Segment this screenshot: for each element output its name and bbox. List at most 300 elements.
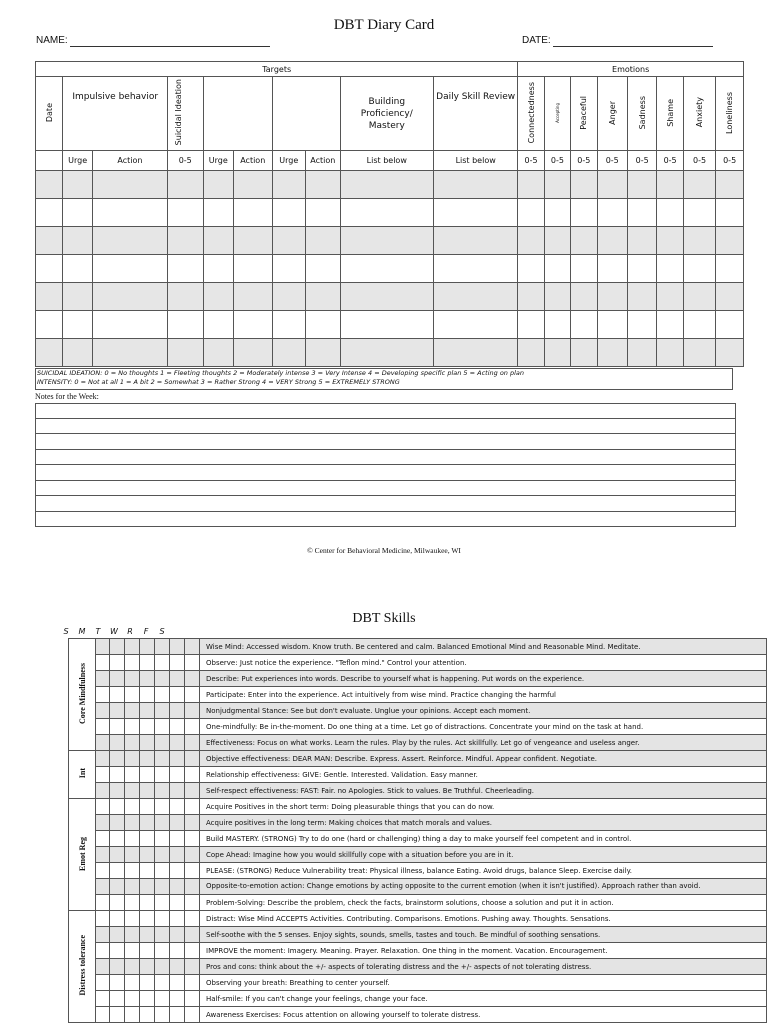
skill-day-checkbox[interactable]	[140, 1007, 155, 1023]
diary-entry-cell[interactable]	[272, 255, 306, 283]
diary-entry-cell[interactable]	[167, 283, 203, 311]
skill-day-checkbox[interactable]	[110, 735, 125, 751]
diary-entry-cell[interactable]	[518, 339, 544, 367]
skill-day-checkbox[interactable]	[170, 687, 185, 703]
diary-entry-cell[interactable]	[433, 255, 517, 283]
skill-day-checkbox[interactable]	[96, 687, 110, 703]
skill-day-checkbox[interactable]	[185, 719, 200, 735]
skill-day-checkbox[interactable]	[170, 911, 185, 927]
diary-entry-cell[interactable]	[518, 283, 544, 311]
skill-day-checkbox[interactable]	[185, 655, 200, 671]
diary-entry-cell[interactable]	[203, 311, 233, 339]
skill-day-checkbox[interactable]	[140, 831, 155, 847]
diary-entry-cell[interactable]	[92, 227, 167, 255]
diary-entry-cell[interactable]	[627, 311, 656, 339]
skill-day-checkbox[interactable]	[170, 959, 185, 975]
diary-entry-cell[interactable]	[657, 311, 683, 339]
notes-line[interactable]	[35, 481, 736, 497]
skill-day-checkbox[interactable]	[155, 735, 170, 751]
skill-day-checkbox[interactable]	[140, 975, 155, 991]
skill-day-checkbox[interactable]	[185, 879, 200, 895]
diary-entry-cell[interactable]	[63, 255, 92, 283]
skill-day-checkbox[interactable]	[110, 687, 125, 703]
skill-day-checkbox[interactable]	[155, 847, 170, 863]
diary-entry-cell[interactable]	[657, 199, 683, 227]
skill-day-checkbox[interactable]	[96, 991, 110, 1007]
skill-day-checkbox[interactable]	[125, 911, 140, 927]
skill-day-checkbox[interactable]	[96, 655, 110, 671]
skill-day-checkbox[interactable]	[185, 671, 200, 687]
diary-entry-cell[interactable]	[233, 255, 272, 283]
diary-entry-cell[interactable]	[340, 227, 433, 255]
skill-day-checkbox[interactable]	[140, 911, 155, 927]
skill-day-checkbox[interactable]	[170, 751, 185, 767]
skill-day-checkbox[interactable]	[155, 815, 170, 831]
skill-day-checkbox[interactable]	[170, 847, 185, 863]
skill-day-checkbox[interactable]	[140, 719, 155, 735]
diary-entry-cell[interactable]	[597, 199, 627, 227]
diary-entry-cell[interactable]	[272, 339, 306, 367]
skill-day-checkbox[interactable]	[110, 863, 125, 879]
diary-entry-cell[interactable]	[306, 227, 341, 255]
skill-day-checkbox[interactable]	[140, 815, 155, 831]
diary-entry-cell[interactable]	[518, 199, 544, 227]
skill-day-checkbox[interactable]	[185, 847, 200, 863]
diary-entry-cell[interactable]	[340, 199, 433, 227]
skill-day-checkbox[interactable]	[140, 959, 155, 975]
skill-day-checkbox[interactable]	[185, 911, 200, 927]
skill-day-checkbox[interactable]	[125, 815, 140, 831]
diary-entry-cell[interactable]	[306, 283, 341, 311]
diary-entry-cell[interactable]	[63, 171, 92, 199]
diary-entry-cell[interactable]	[340, 311, 433, 339]
skill-day-checkbox[interactable]	[185, 735, 200, 751]
skill-day-checkbox[interactable]	[96, 927, 110, 943]
diary-entry-cell[interactable]	[36, 283, 63, 311]
diary-entry-cell[interactable]	[627, 255, 656, 283]
skill-day-checkbox[interactable]	[125, 655, 140, 671]
notes-line[interactable]	[35, 450, 736, 466]
skill-day-checkbox[interactable]	[170, 671, 185, 687]
skill-day-checkbox[interactable]	[110, 911, 125, 927]
diary-entry-cell[interactable]	[518, 311, 544, 339]
skill-day-checkbox[interactable]	[96, 847, 110, 863]
diary-entry-cell[interactable]	[36, 171, 63, 199]
skill-day-checkbox[interactable]	[110, 703, 125, 719]
skill-day-checkbox[interactable]	[185, 975, 200, 991]
skill-day-checkbox[interactable]	[170, 783, 185, 799]
diary-entry-cell[interactable]	[716, 171, 744, 199]
skill-day-checkbox[interactable]	[140, 767, 155, 783]
skill-day-checkbox[interactable]	[96, 943, 110, 959]
diary-entry-cell[interactable]	[571, 339, 597, 367]
diary-entry-cell[interactable]	[571, 255, 597, 283]
skill-day-checkbox[interactable]	[185, 863, 200, 879]
skill-day-checkbox[interactable]	[125, 671, 140, 687]
diary-entry-cell[interactable]	[92, 199, 167, 227]
skill-day-checkbox[interactable]	[170, 831, 185, 847]
skill-day-checkbox[interactable]	[125, 687, 140, 703]
skill-day-checkbox[interactable]	[125, 831, 140, 847]
diary-entry-cell[interactable]	[544, 255, 570, 283]
skill-day-checkbox[interactable]	[96, 815, 110, 831]
diary-entry-cell[interactable]	[306, 199, 341, 227]
diary-entry-cell[interactable]	[433, 171, 517, 199]
skill-day-checkbox[interactable]	[185, 783, 200, 799]
diary-entry-cell[interactable]	[36, 199, 63, 227]
skill-day-checkbox[interactable]	[170, 895, 185, 911]
skill-day-checkbox[interactable]	[110, 815, 125, 831]
diary-entry-cell[interactable]	[306, 311, 341, 339]
skill-day-checkbox[interactable]	[170, 799, 185, 815]
skill-day-checkbox[interactable]	[110, 831, 125, 847]
skill-day-checkbox[interactable]	[185, 639, 200, 655]
skill-day-checkbox[interactable]	[110, 959, 125, 975]
diary-entry-cell[interactable]	[203, 199, 233, 227]
diary-entry-cell[interactable]	[306, 171, 341, 199]
diary-entry-cell[interactable]	[716, 311, 744, 339]
skill-day-checkbox[interactable]	[140, 991, 155, 1007]
skill-day-checkbox[interactable]	[110, 767, 125, 783]
diary-entry-cell[interactable]	[571, 227, 597, 255]
skill-day-checkbox[interactable]	[96, 959, 110, 975]
skill-day-checkbox[interactable]	[170, 719, 185, 735]
diary-entry-cell[interactable]	[627, 227, 656, 255]
skill-day-checkbox[interactable]	[155, 799, 170, 815]
diary-entry-cell[interactable]	[657, 227, 683, 255]
skill-day-checkbox[interactable]	[155, 751, 170, 767]
skill-day-checkbox[interactable]	[110, 1007, 125, 1023]
diary-entry-cell[interactable]	[544, 171, 570, 199]
diary-entry-cell[interactable]	[36, 255, 63, 283]
skill-day-checkbox[interactable]	[96, 831, 110, 847]
skill-day-checkbox[interactable]	[140, 655, 155, 671]
skill-day-checkbox[interactable]	[110, 927, 125, 943]
skill-day-checkbox[interactable]	[140, 799, 155, 815]
skill-day-checkbox[interactable]	[125, 1007, 140, 1023]
diary-entry-cell[interactable]	[36, 227, 63, 255]
notes-line[interactable]	[35, 465, 736, 481]
skill-day-checkbox[interactable]	[125, 799, 140, 815]
skill-day-checkbox[interactable]	[125, 991, 140, 1007]
skill-day-checkbox[interactable]	[110, 943, 125, 959]
skill-day-checkbox[interactable]	[170, 655, 185, 671]
diary-entry-cell[interactable]	[597, 227, 627, 255]
diary-entry-cell[interactable]	[340, 255, 433, 283]
skill-day-checkbox[interactable]	[170, 943, 185, 959]
skill-day-checkbox[interactable]	[125, 735, 140, 751]
diary-entry-cell[interactable]	[683, 311, 715, 339]
diary-entry-cell[interactable]	[340, 339, 433, 367]
notes-line[interactable]	[35, 496, 736, 512]
skill-day-checkbox[interactable]	[125, 895, 140, 911]
skill-day-checkbox[interactable]	[155, 943, 170, 959]
skill-day-checkbox[interactable]	[170, 735, 185, 751]
skill-day-checkbox[interactable]	[170, 863, 185, 879]
skill-day-checkbox[interactable]	[155, 959, 170, 975]
diary-entry-cell[interactable]	[571, 283, 597, 311]
skill-day-checkbox[interactable]	[155, 767, 170, 783]
skill-day-checkbox[interactable]	[110, 895, 125, 911]
skill-day-checkbox[interactable]	[96, 751, 110, 767]
diary-entry-cell[interactable]	[233, 199, 272, 227]
diary-entry-cell[interactable]	[716, 255, 744, 283]
diary-entry-cell[interactable]	[597, 283, 627, 311]
diary-entry-cell[interactable]	[36, 339, 63, 367]
skill-day-checkbox[interactable]	[155, 879, 170, 895]
diary-entry-cell[interactable]	[544, 199, 570, 227]
skill-day-checkbox[interactable]	[140, 639, 155, 655]
diary-entry-cell[interactable]	[92, 171, 167, 199]
diary-entry-cell[interactable]	[657, 255, 683, 283]
diary-entry-cell[interactable]	[433, 339, 517, 367]
diary-entry-cell[interactable]	[683, 255, 715, 283]
diary-entry-cell[interactable]	[92, 339, 167, 367]
name-field[interactable]	[70, 46, 270, 47]
skill-day-checkbox[interactable]	[185, 751, 200, 767]
skill-day-checkbox[interactable]	[170, 639, 185, 655]
diary-entry-cell[interactable]	[63, 339, 92, 367]
skill-day-checkbox[interactable]	[140, 671, 155, 687]
skill-day-checkbox[interactable]	[110, 783, 125, 799]
diary-entry-cell[interactable]	[233, 311, 272, 339]
diary-entry-cell[interactable]	[63, 311, 92, 339]
skill-day-checkbox[interactable]	[170, 975, 185, 991]
skill-day-checkbox[interactable]	[125, 847, 140, 863]
skill-day-checkbox[interactable]	[125, 703, 140, 719]
skill-day-checkbox[interactable]	[110, 847, 125, 863]
diary-entry-cell[interactable]	[92, 283, 167, 311]
skill-day-checkbox[interactable]	[125, 719, 140, 735]
notes-line[interactable]	[35, 512, 736, 528]
diary-entry-cell[interactable]	[92, 255, 167, 283]
diary-entry-cell[interactable]	[36, 311, 63, 339]
notes-line[interactable]	[35, 403, 736, 419]
skill-day-checkbox[interactable]	[155, 991, 170, 1007]
skill-day-checkbox[interactable]	[155, 831, 170, 847]
notes-area[interactable]	[35, 403, 736, 527]
diary-entry-cell[interactable]	[627, 339, 656, 367]
diary-entry-cell[interactable]	[433, 199, 517, 227]
skill-day-checkbox[interactable]	[140, 927, 155, 943]
skill-day-checkbox[interactable]	[140, 687, 155, 703]
skill-day-checkbox[interactable]	[140, 863, 155, 879]
skill-day-checkbox[interactable]	[110, 639, 125, 655]
diary-entry-cell[interactable]	[167, 227, 203, 255]
diary-entry-cell[interactable]	[167, 199, 203, 227]
skill-day-checkbox[interactable]	[140, 735, 155, 751]
diary-entry-cell[interactable]	[433, 227, 517, 255]
diary-entry-cell[interactable]	[544, 311, 570, 339]
skill-day-checkbox[interactable]	[185, 1007, 200, 1023]
diary-entry-cell[interactable]	[597, 339, 627, 367]
skill-day-checkbox[interactable]	[155, 655, 170, 671]
skill-day-checkbox[interactable]	[110, 799, 125, 815]
diary-entry-cell[interactable]	[518, 171, 544, 199]
diary-entry-cell[interactable]	[203, 283, 233, 311]
skill-day-checkbox[interactable]	[155, 703, 170, 719]
skill-day-checkbox[interactable]	[140, 943, 155, 959]
skill-day-checkbox[interactable]	[185, 703, 200, 719]
diary-entry-cell[interactable]	[340, 171, 433, 199]
skill-day-checkbox[interactable]	[185, 831, 200, 847]
skill-day-checkbox[interactable]	[110, 671, 125, 687]
diary-entry-cell[interactable]	[272, 227, 306, 255]
diary-entry-cell[interactable]	[627, 199, 656, 227]
diary-entry-cell[interactable]	[683, 283, 715, 311]
skill-day-checkbox[interactable]	[110, 991, 125, 1007]
skill-day-checkbox[interactable]	[170, 991, 185, 1007]
diary-entry-cell[interactable]	[571, 311, 597, 339]
skill-day-checkbox[interactable]	[155, 1007, 170, 1023]
diary-entry-cell[interactable]	[683, 199, 715, 227]
diary-entry-cell[interactable]	[716, 339, 744, 367]
skill-day-checkbox[interactable]	[170, 815, 185, 831]
skill-day-checkbox[interactable]	[185, 767, 200, 783]
diary-entry-cell[interactable]	[167, 339, 203, 367]
diary-entry-cell[interactable]	[597, 311, 627, 339]
skill-day-checkbox[interactable]	[170, 927, 185, 943]
skill-day-checkbox[interactable]	[96, 735, 110, 751]
diary-entry-cell[interactable]	[716, 227, 744, 255]
diary-entry-cell[interactable]	[167, 255, 203, 283]
skill-day-checkbox[interactable]	[125, 783, 140, 799]
diary-entry-cell[interactable]	[683, 339, 715, 367]
diary-entry-cell[interactable]	[203, 339, 233, 367]
skill-day-checkbox[interactable]	[96, 863, 110, 879]
skill-day-checkbox[interactable]	[140, 879, 155, 895]
diary-entry-cell[interactable]	[63, 227, 92, 255]
skill-day-checkbox[interactable]	[96, 671, 110, 687]
skill-day-checkbox[interactable]	[185, 895, 200, 911]
diary-entry-cell[interactable]	[716, 283, 744, 311]
diary-entry-cell[interactable]	[203, 171, 233, 199]
skill-day-checkbox[interactable]	[96, 799, 110, 815]
skill-day-checkbox[interactable]	[110, 879, 125, 895]
diary-entry-cell[interactable]	[203, 255, 233, 283]
skill-day-checkbox[interactable]	[96, 975, 110, 991]
diary-entry-cell[interactable]	[203, 227, 233, 255]
diary-entry-cell[interactable]	[340, 283, 433, 311]
skill-day-checkbox[interactable]	[155, 719, 170, 735]
diary-entry-cell[interactable]	[683, 171, 715, 199]
diary-entry-cell[interactable]	[518, 255, 544, 283]
diary-entry-cell[interactable]	[167, 311, 203, 339]
diary-entry-cell[interactable]	[233, 339, 272, 367]
diary-entry-cell[interactable]	[233, 283, 272, 311]
skill-day-checkbox[interactable]	[125, 863, 140, 879]
skill-day-checkbox[interactable]	[170, 1007, 185, 1023]
diary-entry-cell[interactable]	[597, 255, 627, 283]
skill-day-checkbox[interactable]	[155, 687, 170, 703]
skill-day-checkbox[interactable]	[96, 767, 110, 783]
skill-day-checkbox[interactable]	[155, 671, 170, 687]
diary-entry-cell[interactable]	[544, 339, 570, 367]
diary-entry-cell[interactable]	[544, 227, 570, 255]
skill-day-checkbox[interactable]	[125, 943, 140, 959]
diary-entry-cell[interactable]	[63, 199, 92, 227]
skill-day-checkbox[interactable]	[155, 911, 170, 927]
skill-day-checkbox[interactable]	[140, 783, 155, 799]
skill-day-checkbox[interactable]	[125, 879, 140, 895]
skill-day-checkbox[interactable]	[185, 959, 200, 975]
skill-day-checkbox[interactable]	[140, 703, 155, 719]
diary-entry-cell[interactable]	[627, 283, 656, 311]
skill-day-checkbox[interactable]	[96, 895, 110, 911]
date-field[interactable]	[553, 46, 713, 47]
diary-entry-cell[interactable]	[716, 199, 744, 227]
diary-entry-cell[interactable]	[272, 199, 306, 227]
skill-day-checkbox[interactable]	[170, 879, 185, 895]
diary-entry-cell[interactable]	[627, 171, 656, 199]
skill-day-checkbox[interactable]	[96, 879, 110, 895]
diary-entry-cell[interactable]	[657, 171, 683, 199]
diary-entry-cell[interactable]	[306, 255, 341, 283]
skill-day-checkbox[interactable]	[110, 655, 125, 671]
diary-entry-cell[interactable]	[571, 171, 597, 199]
skill-day-checkbox[interactable]	[185, 815, 200, 831]
skill-day-checkbox[interactable]	[185, 991, 200, 1007]
skill-day-checkbox[interactable]	[170, 703, 185, 719]
diary-entry-cell[interactable]	[306, 339, 341, 367]
skill-day-checkbox[interactable]	[125, 959, 140, 975]
skill-day-checkbox[interactable]	[155, 783, 170, 799]
skill-day-checkbox[interactable]	[125, 751, 140, 767]
skill-day-checkbox[interactable]	[155, 975, 170, 991]
skill-day-checkbox[interactable]	[96, 783, 110, 799]
diary-entry-cell[interactable]	[433, 311, 517, 339]
skill-day-checkbox[interactable]	[96, 911, 110, 927]
skill-day-checkbox[interactable]	[125, 975, 140, 991]
diary-entry-cell[interactable]	[63, 283, 92, 311]
diary-entry-cell[interactable]	[272, 171, 306, 199]
skill-day-checkbox[interactable]	[125, 639, 140, 655]
skill-day-checkbox[interactable]	[96, 1007, 110, 1023]
notes-line[interactable]	[35, 419, 736, 435]
skill-day-checkbox[interactable]	[155, 927, 170, 943]
skill-day-checkbox[interactable]	[185, 927, 200, 943]
diary-entry-cell[interactable]	[597, 171, 627, 199]
skill-day-checkbox[interactable]	[125, 767, 140, 783]
skill-day-checkbox[interactable]	[155, 639, 170, 655]
diary-entry-cell[interactable]	[233, 171, 272, 199]
skill-day-checkbox[interactable]	[96, 639, 110, 655]
skill-day-checkbox[interactable]	[110, 719, 125, 735]
skill-day-checkbox[interactable]	[96, 719, 110, 735]
skill-day-checkbox[interactable]	[185, 687, 200, 703]
skill-day-checkbox[interactable]	[96, 703, 110, 719]
diary-entry-cell[interactable]	[433, 283, 517, 311]
skill-day-checkbox[interactable]	[110, 751, 125, 767]
notes-line[interactable]	[35, 434, 736, 450]
skill-day-checkbox[interactable]	[125, 927, 140, 943]
skill-day-checkbox[interactable]	[140, 751, 155, 767]
diary-entry-cell[interactable]	[657, 283, 683, 311]
skill-day-checkbox[interactable]	[185, 943, 200, 959]
diary-entry-cell[interactable]	[544, 283, 570, 311]
skill-day-checkbox[interactable]	[155, 895, 170, 911]
skill-day-checkbox[interactable]	[140, 895, 155, 911]
skill-day-checkbox[interactable]	[155, 863, 170, 879]
skill-day-checkbox[interactable]	[185, 799, 200, 815]
skill-day-checkbox[interactable]	[110, 975, 125, 991]
diary-entry-cell[interactable]	[518, 227, 544, 255]
diary-entry-cell[interactable]	[167, 171, 203, 199]
diary-entry-cell[interactable]	[92, 311, 167, 339]
skill-day-checkbox[interactable]	[170, 767, 185, 783]
diary-entry-cell[interactable]	[272, 311, 306, 339]
skill-day-checkbox[interactable]	[140, 847, 155, 863]
